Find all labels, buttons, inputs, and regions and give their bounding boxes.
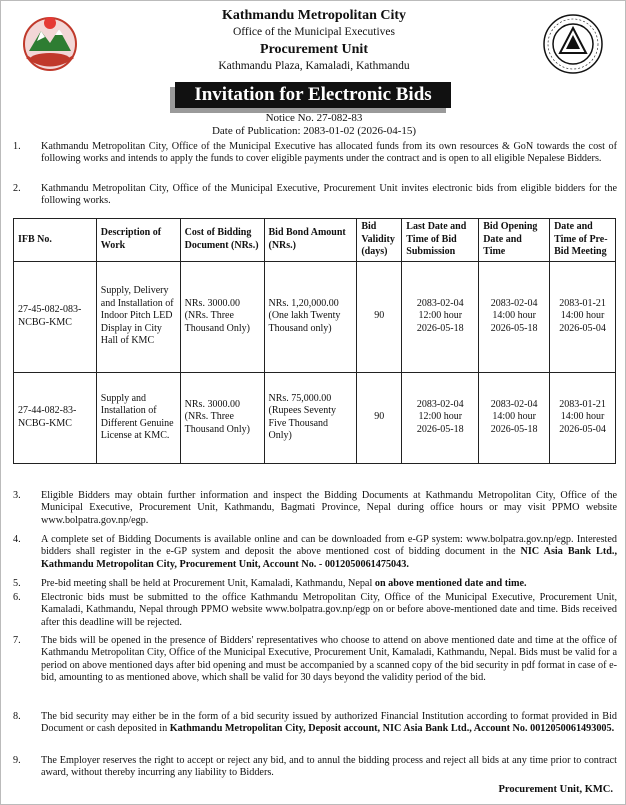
clause-text-plain: The bid security may either be in the form of a bid security issued by authorized Financial Institution according to format provided in Bid Document or cash deposited in bbox=[41, 711, 617, 735]
submission-cell bbox=[402, 261, 479, 372]
clause-4 bbox=[13, 534, 617, 571]
opening-date-ad: 2026-05-18 bbox=[490, 322, 538, 334]
ifb-cell: 27-44-082-83-NCBG-KMC bbox=[14, 372, 97, 463]
bank-account-text: NIC Asia Bank Ltd., Kathmandu Metropolitan City, Procurement Unit, Account No. - 0012050061475043. bbox=[41, 546, 617, 570]
clause-text-plain: A complete set of Bidding Documents is available online and can be downloaded from e-GP system: www.bolpatra.gov.np/egp. Interested bidders shall register in the e-GP system and deposit the above mentioned cost of bidding document in the bbox=[41, 534, 617, 558]
column-header: IFB No. bbox=[14, 219, 97, 262]
clause-text: Eligible Bidders may obtain further information and inspect the Bidding Documents at Kathmandu Metropolitan City, Office of the Municipal Executive, Procurement Unit, Kathmandu, Bagmati Province, Nepal during office hours or may visit PPMO website www.bolpatra.gov.np/egp. bbox=[41, 490, 617, 526]
clause-8 bbox=[13, 711, 617, 736]
clause-text: Electronic bids must be submitted to the office Kathmandu Metropolitan City, Office of the Municipal Executive, Procurement Unit, Kamaladi, Kathmandu, Nepal through PPMO website www.bolpatra.gov.np/egp on or before above-mentioned date and time. Bids received after this deadline will be rejected. bbox=[41, 592, 617, 628]
prebid-time: 14:00 hour bbox=[560, 310, 605, 322]
banner-title: Invitation for Electronic Bids bbox=[175, 82, 451, 108]
prebid-date: 2083-01-21 bbox=[559, 398, 606, 410]
submission-time: 12:00 hour bbox=[418, 411, 463, 423]
prebid-cell bbox=[550, 372, 616, 463]
clause-1 bbox=[13, 141, 617, 166]
clause-number: 5. bbox=[13, 578, 21, 589]
clause-text-bold: on above mentioned date and time. bbox=[374, 578, 527, 589]
clause-text: The bids will be opened in the presence of Bidders' representatives who choose to attend on above mentioned date and time at the office of Kathmandu Metropolitan City, Office of the Municipal Executive, Procurement Unit, Kamaladi, Kathmandu, Nepal. Bids must be valid for a period on above mentioned days after bid opening and must be accompanied by a scanned copy of the bid security in pdf format in case of e-bid, amounting to as mentioned above, which shall be valid for 30 days beyond the validity period of the bid. bbox=[41, 635, 617, 684]
opening-date: 2083-02-04 bbox=[490, 398, 538, 410]
validity-cell: 90 bbox=[357, 372, 402, 463]
clause-number: 2. bbox=[13, 183, 21, 194]
prebid-date-ad: 2026-05-04 bbox=[559, 322, 606, 334]
prebid-cell bbox=[550, 261, 616, 372]
description-cell: Supply and Installation of Different Genuine License at KMC. bbox=[96, 372, 180, 463]
column-header: Cost of Bidding Document (NRs.) bbox=[180, 219, 264, 262]
clause-9 bbox=[13, 755, 617, 780]
cost-cell: NRs. 3000.00 (NRs. Three Thousand Only) bbox=[180, 372, 264, 463]
column-header: Bid Bond Amount (NRs.) bbox=[264, 219, 357, 262]
clause-number: 1. bbox=[13, 141, 21, 152]
clause-number: 3. bbox=[13, 490, 21, 501]
clause-3 bbox=[13, 490, 617, 527]
submission-time: 12:00 hour bbox=[418, 310, 463, 322]
table-row bbox=[14, 372, 616, 463]
office-subtitle: Office of the Municipal Executives bbox=[232, 26, 395, 38]
opening-cell bbox=[479, 372, 550, 463]
column-header: Description of Work bbox=[96, 219, 180, 262]
table-row bbox=[14, 261, 616, 372]
clause-number: 7. bbox=[13, 635, 21, 646]
clause-5 bbox=[13, 578, 617, 590]
column-header: Date and Time of Pre-Bid Meeting bbox=[550, 219, 616, 262]
opening-date: 2083-02-04 bbox=[490, 297, 538, 309]
publication-date: Date of Publication: 2083-01-02 (2026-04-15) bbox=[211, 125, 417, 137]
submission-cell bbox=[402, 372, 479, 463]
submission-date-ad: 2026-05-18 bbox=[416, 423, 464, 435]
clause-number: 6. bbox=[13, 592, 21, 603]
opening-cell bbox=[479, 261, 550, 372]
prebid-date: 2083-01-21 bbox=[559, 297, 606, 309]
clause-text: Kathmandu Metropolitan City, Office of the Municipal Executive has allocated funds from its own resources & GoN towards the cost of following works and intends to apply the funds to cover eligible payments under the contract and is open to all eligible Nepalese Bidders. bbox=[41, 141, 617, 165]
table-header-row bbox=[14, 219, 616, 262]
clause-text: The Employer reserves the right to accept or reject any bid, and to annul the bidding process and reject all bids at any time prior to contract award, without thereby incurring any liability to Bidders. bbox=[41, 755, 617, 779]
bond-cell: NRs. 1,20,000.00 (One lakh Twenty Thousand only) bbox=[264, 261, 357, 372]
bank-account-text: Kathmandu Metropolitan City, Deposit account, NIC Asia Bank Ltd., Account No. 0012050061493005. bbox=[169, 723, 615, 735]
submission-date: 2083-02-04 bbox=[416, 398, 464, 410]
address: Kathmandu Plaza, Kamaladi, Kathmandu bbox=[218, 60, 410, 72]
opening-time: 14:00 hour bbox=[492, 310, 536, 322]
clause-6 bbox=[13, 592, 617, 629]
clause-text-plain: Pre-bid meeting shall be held at Procurement Unit, Kamaladi, Kathmandu, Nepal bbox=[41, 578, 375, 589]
column-header: Bid Validity (days) bbox=[357, 219, 402, 262]
prebid-date-ad: 2026-05-04 bbox=[559, 423, 606, 435]
validity-cell: 90 bbox=[357, 261, 402, 372]
org-title: Kathmandu Metropolitan City bbox=[221, 8, 407, 23]
clause-text: Kathmandu Metropolitan City, Office of the Municipal Executive, Procurement Unit invites electronic bids from eligible bidders for the following works. bbox=[41, 183, 617, 207]
clause-text bbox=[41, 534, 617, 571]
clause-number: 8. bbox=[13, 711, 21, 722]
clause-number: 9. bbox=[13, 755, 21, 766]
submission-date-ad: 2026-05-18 bbox=[416, 322, 464, 334]
column-header: Bid Opening Date and Time bbox=[479, 219, 550, 262]
description-cell: Supply, Delivery and Installation of Indoor Pitch LED Display in City Hall of KMC bbox=[96, 261, 180, 372]
cost-cell: NRs. 3000.00 (NRs. Three Thousand Only) bbox=[180, 261, 264, 372]
signature-footer: Procurement Unit, KMC. bbox=[498, 784, 613, 795]
ifb-cell: 27-45-082-083-NCBG-KMC bbox=[14, 261, 97, 372]
clause-text bbox=[41, 578, 617, 590]
column-header: Last Date and Time of Bid Submission bbox=[402, 219, 479, 262]
clause-7 bbox=[13, 635, 617, 685]
notice-number: Notice No. 27-082-83 bbox=[265, 112, 363, 124]
clause-2 bbox=[13, 183, 617, 208]
opening-date-ad: 2026-05-18 bbox=[490, 423, 538, 435]
submission-date: 2083-02-04 bbox=[416, 297, 464, 309]
prebid-time: 14:00 hour bbox=[560, 411, 605, 423]
opening-time: 14:00 hour bbox=[492, 411, 536, 423]
clause-number: 4. bbox=[13, 534, 21, 545]
bond-cell: NRs. 75,000.00 (Rupees Seventy Five Thousand Only) bbox=[264, 372, 357, 463]
unit-title: Procurement Unit bbox=[260, 42, 368, 57]
clause-text bbox=[41, 711, 617, 736]
bids-table bbox=[13, 218, 616, 464]
